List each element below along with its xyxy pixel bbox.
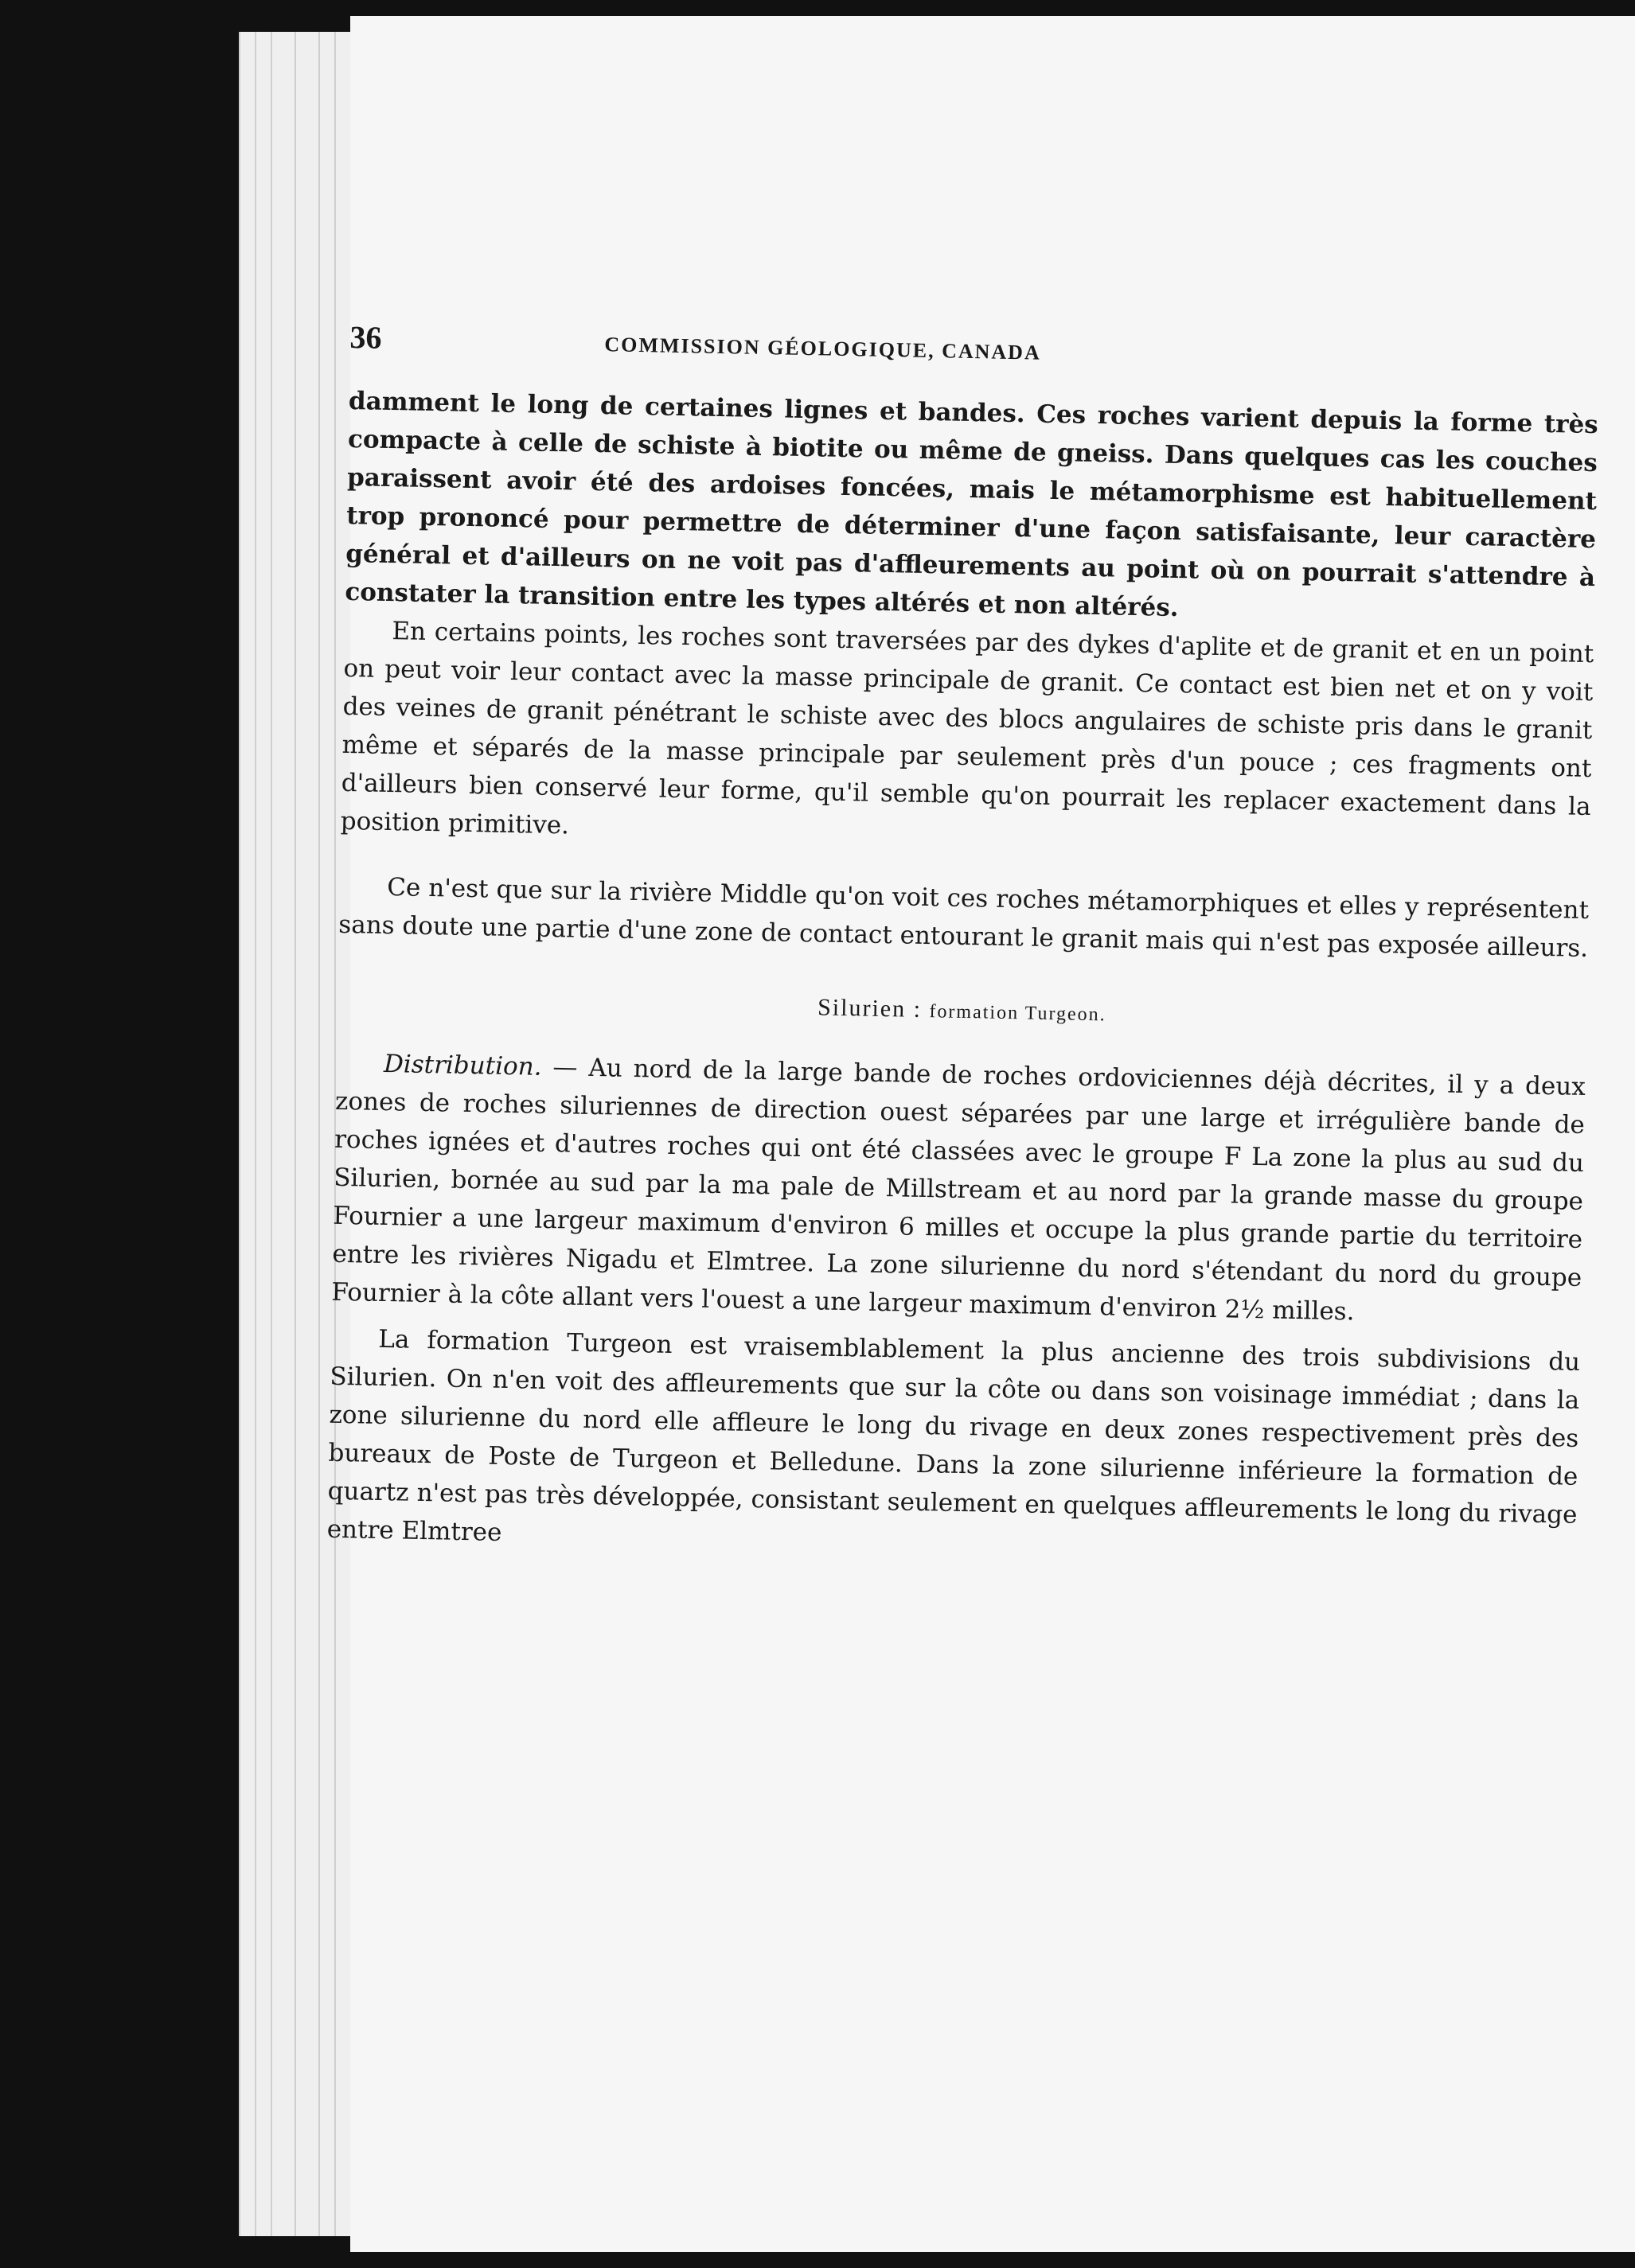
paragraph-1: damment le long de certaines lignes et bandes. Ces roches varient depuis la forme très compacte à celle de schiste à biotite ou même de gneiss. Dans quelques cas les couches paraissent avoir été des ardoises foncées, mais le métamorphisme est habituellement trop prononcé pour permettre de déterminer d'une façon satisfaisante, leur caractère général et d'ailleurs on ne voit pas d'affleurements au point où on pourrait s'attendre à constater la transition entre les types altérés et non altérés. — [345, 386, 1599, 623]
section-heading-period: Silurien : — [817, 994, 930, 1023]
page-body — [326, 318, 1599, 1572]
section-heading — [337, 985, 1586, 1036]
section-heading-formation: formation Turgeon. — [929, 1001, 1106, 1026]
paragraph-4 — [331, 1044, 1586, 1335]
paragraph-3: Ce n'est que sur la rivière Middle qu'on voit ces roches métamorphiques et elles y représentent sans doute une partie d'une zone de contact entourant le granit mais qui n'est pas exposée ailleurs. — [338, 873, 1590, 963]
running-head: COMMISSION GÉOLOGIQUE, CANADA — [604, 333, 1042, 364]
paragraph-5: La formation Turgeon est vraisemblablement la plus ancienne des trois subdivisions du Silurien. On n'en voit des affleurements que sur la côte ou dans son voisinage immédiat ; dans la zone silurienne du nord elle affleure le long du rivage en deux zones respectivement près des bureaux de Poste de Turgeon et Belledune. Dans la zone silurienne inférieure la formation de quartz n'est pas très développée, consistant seulement en quelques affleurements le long du rivage entre Elmtree — [326, 1324, 1581, 1547]
paragraph-2: En certains points, les roches sont traversées par des dykes d'aplite et de granit et en un point on peut voir leur contact avec la masse principale de granit. Ce contact est bien net et on y voit des veines de granit pénétrant le schiste avec des blocs angulaires de schiste pris dans le granit même et séparés de la masse principale par seulement près d'un pouce ; ces fragments ont d'ailleurs bien conservé leur forme, qu'il semble qu'on pourrait les replacer exactement dans la position primitive. — [340, 617, 1594, 840]
paragraph-4-lead: Distribution. — [383, 1049, 542, 1081]
paragraph-4-body: — Au nord de la large bande de roches ordoviciennes déjà décrites, il y a deux zones de roches siluriennes de direction ouest séparées par une large et irrégulière bande de roches ignées et d'autres roches qui ont été classées avec le groupe F La zone la plus au sud du Silurien, bornée au sud par la ma pale de Millstream et au nord par la grande masse du groupe Fournier a une largeur maximum d'environ 6 milles et occupe la plus grande partie du territoire entre les rivières Nigadu et Elmtree. La zone silurienne du nord s'étendant du nord du groupe Fournier à la côte allant vers l'ouest a une largeur maximum d'environ 2½ milles. — [331, 1052, 1586, 1327]
page-number: 36 — [349, 318, 382, 356]
